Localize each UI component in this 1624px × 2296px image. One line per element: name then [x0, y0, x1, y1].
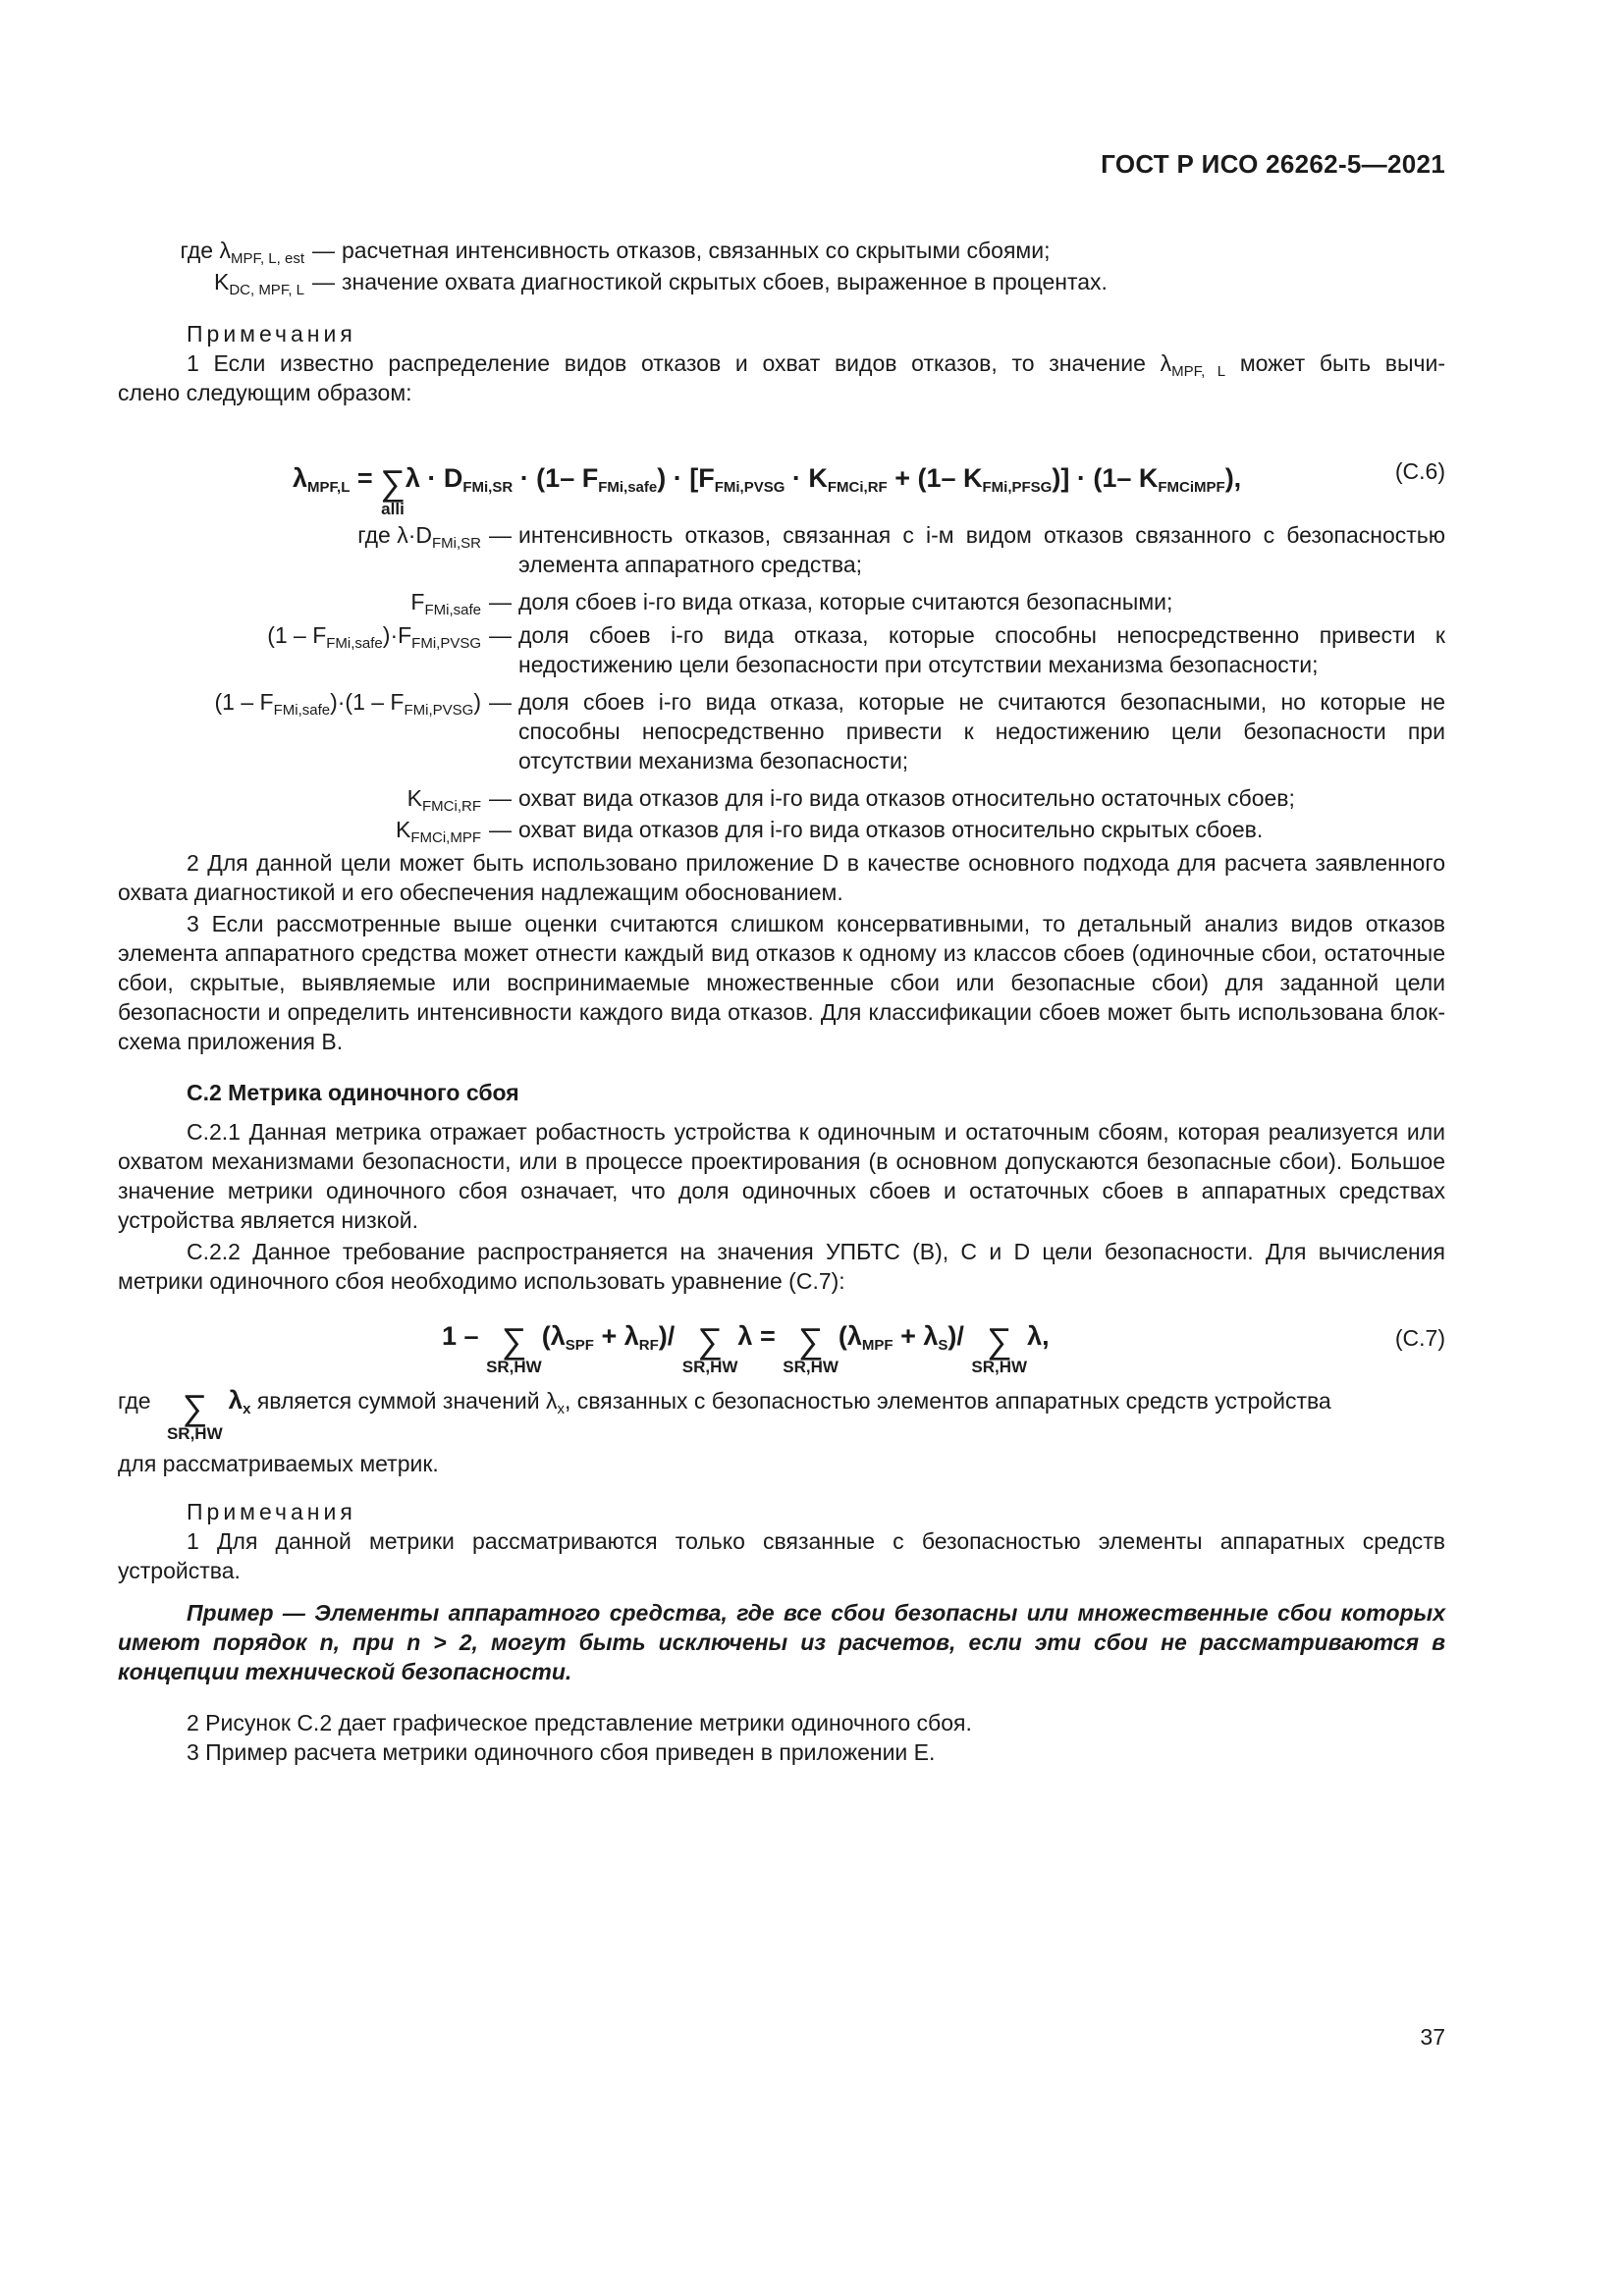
page-number: 37 — [1420, 2024, 1445, 2050]
paragraph-c22: С.2.2 Данное требование распространяется на значения УПБТС (B), C и D цели безопасности. Для вычисления метрики одиночного сбоя необходимо использовать уравнение (С.7): — [118, 1239, 1445, 1294]
definition-lambda-d: где $\lambda\cdot D_{FMi,SR}$ — интенсивность отказов, связанная с i-м видом отказов связанного с безопасностью элемента аппаратного средства; — [357, 522, 1445, 577]
definition-k-mpf: $K_{FMCi,MPF}$ — охват вида отказов для i-го вида отказов относительно скрытых сбоев. — [396, 817, 1264, 846]
sum-symbol: ∑ SR,HW — [783, 1320, 839, 1376]
sum-symbol: ∑ SR,HW — [971, 1320, 1028, 1376]
note-1-paragraph: 1 Если известно распределение видов отказов и охват видов отказов, то значение $\lambda_{MPF, L}$ может быть вычи- слено следующим образом: — [118, 350, 1445, 405]
definition-not-safe: $(1 - F_{FMi,safe})\cdot(1 - F_{FMi,PVSG})$ — доля сбоев i-го вида отказа, которые не считаются безопасными, но которые не способны непосредственно привести к недостижению цели безопасности при отсутствии механизма безопасности; — [214, 689, 1445, 774]
document-page — [118, 0, 1445, 2296]
note-3-paragraph: 3 Если рассмотренные выше оценки считаются слишком консервативными, то детальный анализ видов отказов элемента аппаратного средства может отнести каждый вид отказов к одному из классов сбоев (одиночные сбои, остаточные сбои, скрытые, выявляемые или воспринимаемые множественные сбои или безопасные сбои) для заданной цели безопасности и определить интенсивности каждого вида отказов. Для классификации сбоев может быть использована блок-схема приложения B. — [118, 911, 1445, 1054]
note-3-metric: 3 Пример расчета метрики одиночного сбоя приведен в приложении Е. — [187, 1739, 936, 1765]
note-1-metric: 1 Для данной метрики рассматриваются только связанные с безопасностью элементы аппаратных средств устройства. — [118, 1528, 1445, 1583]
definition-k-rf: $K_{FMCi,RF}$ — охват вида отказов для i-го вида отказов относительно остаточных сбоев; — [406, 785, 1295, 815]
standard-header: ГОСТ Р ИСО 26262-5—2021 — [1101, 149, 1445, 179]
sum-symbol: ∑ SR,HW — [681, 1320, 738, 1376]
equation-number-c7: (C.7) — [1394, 1325, 1445, 1351]
equation-number-c6: (C.6) — [1394, 458, 1445, 484]
where-sum-continuation: для рассматриваемых метрик. — [118, 1451, 439, 1476]
formula-c6: $\lambda_{MPF,L}$ = ∑ alli $\lambda \cdot D_{FMi,SR} \cdot (1-$ $F_{FMi,safe}) \cdot [F_{FMi,PVSG} \cdot K_{FMCi,RF} + (1-$ $K_{FMi,PFSG})] \cdot (1-$ $K_{FMCiMPF}$), — [293, 462, 1242, 518]
definition-k-dc-mpf: $K_{DC, MPF, L}$ — значение охвата диагностикой скрытых сбоев, выраженное в процентах. — [213, 269, 1108, 298]
notes-title: Примечания — [187, 321, 356, 347]
paragraph-c21: С.2.1 Данная метрика отражает робастность устройства к одиночным и остаточным сбоям, которая реализуется или охватом механизмами безопасности, или в процессе проектирования (в основном допускаются безопасные сбои). Большое значение метрики одиночного сбоя означает, что доля одиночных сбоев и остаточных сбоев в аппаратных средствах устройства является низкой. — [118, 1119, 1445, 1233]
example-paragraph: Пример — Элементы аппаратного средства, где все сбои безопасны или множественные сбои которых имеют порядок n, при n > 2, могут быть исключены из расчетов, если эти сбои не рассматриваются в концепции технической безопасности. — [118, 1600, 1445, 1684]
notes-title-2: Примечания — [187, 1499, 356, 1524]
definition-f-safe: $F_{FMi,safe}$ — доля сбоев i-го вида отказа, которые считаются безопасными; — [410, 589, 1173, 618]
where-sum-line: где ∑ SR,HW $\lambda_x$ является суммой значений $\lambda_x$, связанных с безопасностью элементов аппаратных средств устройства — [118, 1385, 1331, 1443]
sum-symbol: ∑ SR,HW — [166, 1387, 223, 1443]
sum-symbol: ∑ SR,HW — [486, 1320, 542, 1376]
note-2-paragraph: 2 Для данной цели может быть использовано приложение D в качестве основного подхода для расчета заявленного охвата диагностикой и его обеспечения надлежащим обоснованием. — [118, 850, 1445, 905]
section-heading-c2: С.2 Метрика одиночного сбоя — [187, 1080, 519, 1105]
definition-f-pvsg: $(1 - F_{FMi,safe})\cdot F_{FMi,PVSG}$ — доля сбоев i-го вида отказа, которые способны непосредственно привести к недостижению цели безопасности при отсутствии механизма безопасности; — [267, 622, 1445, 677]
definition-lambda-mpf-est: где $\lambda_{MPF, L, est}$ — расчетная интенсивность отказов, связанных со скрытыми сбоями; — [180, 238, 1051, 267]
note-2-metric: 2 Рисунок С.2 дает графическое представление метрики одиночного сбоя. — [187, 1710, 972, 1735]
sum-symbol: ∑ alli — [380, 462, 406, 518]
formula-c7: 1 – ∑ SR,HW $(\lambda_{SPF} + \lambda_{RF})/$ ∑ SR,HW λ = ∑ SR,HW $(\lambda_{MPF} + \lambda_S)/$ ∑ SR,HW λ, — [442, 1320, 1050, 1376]
